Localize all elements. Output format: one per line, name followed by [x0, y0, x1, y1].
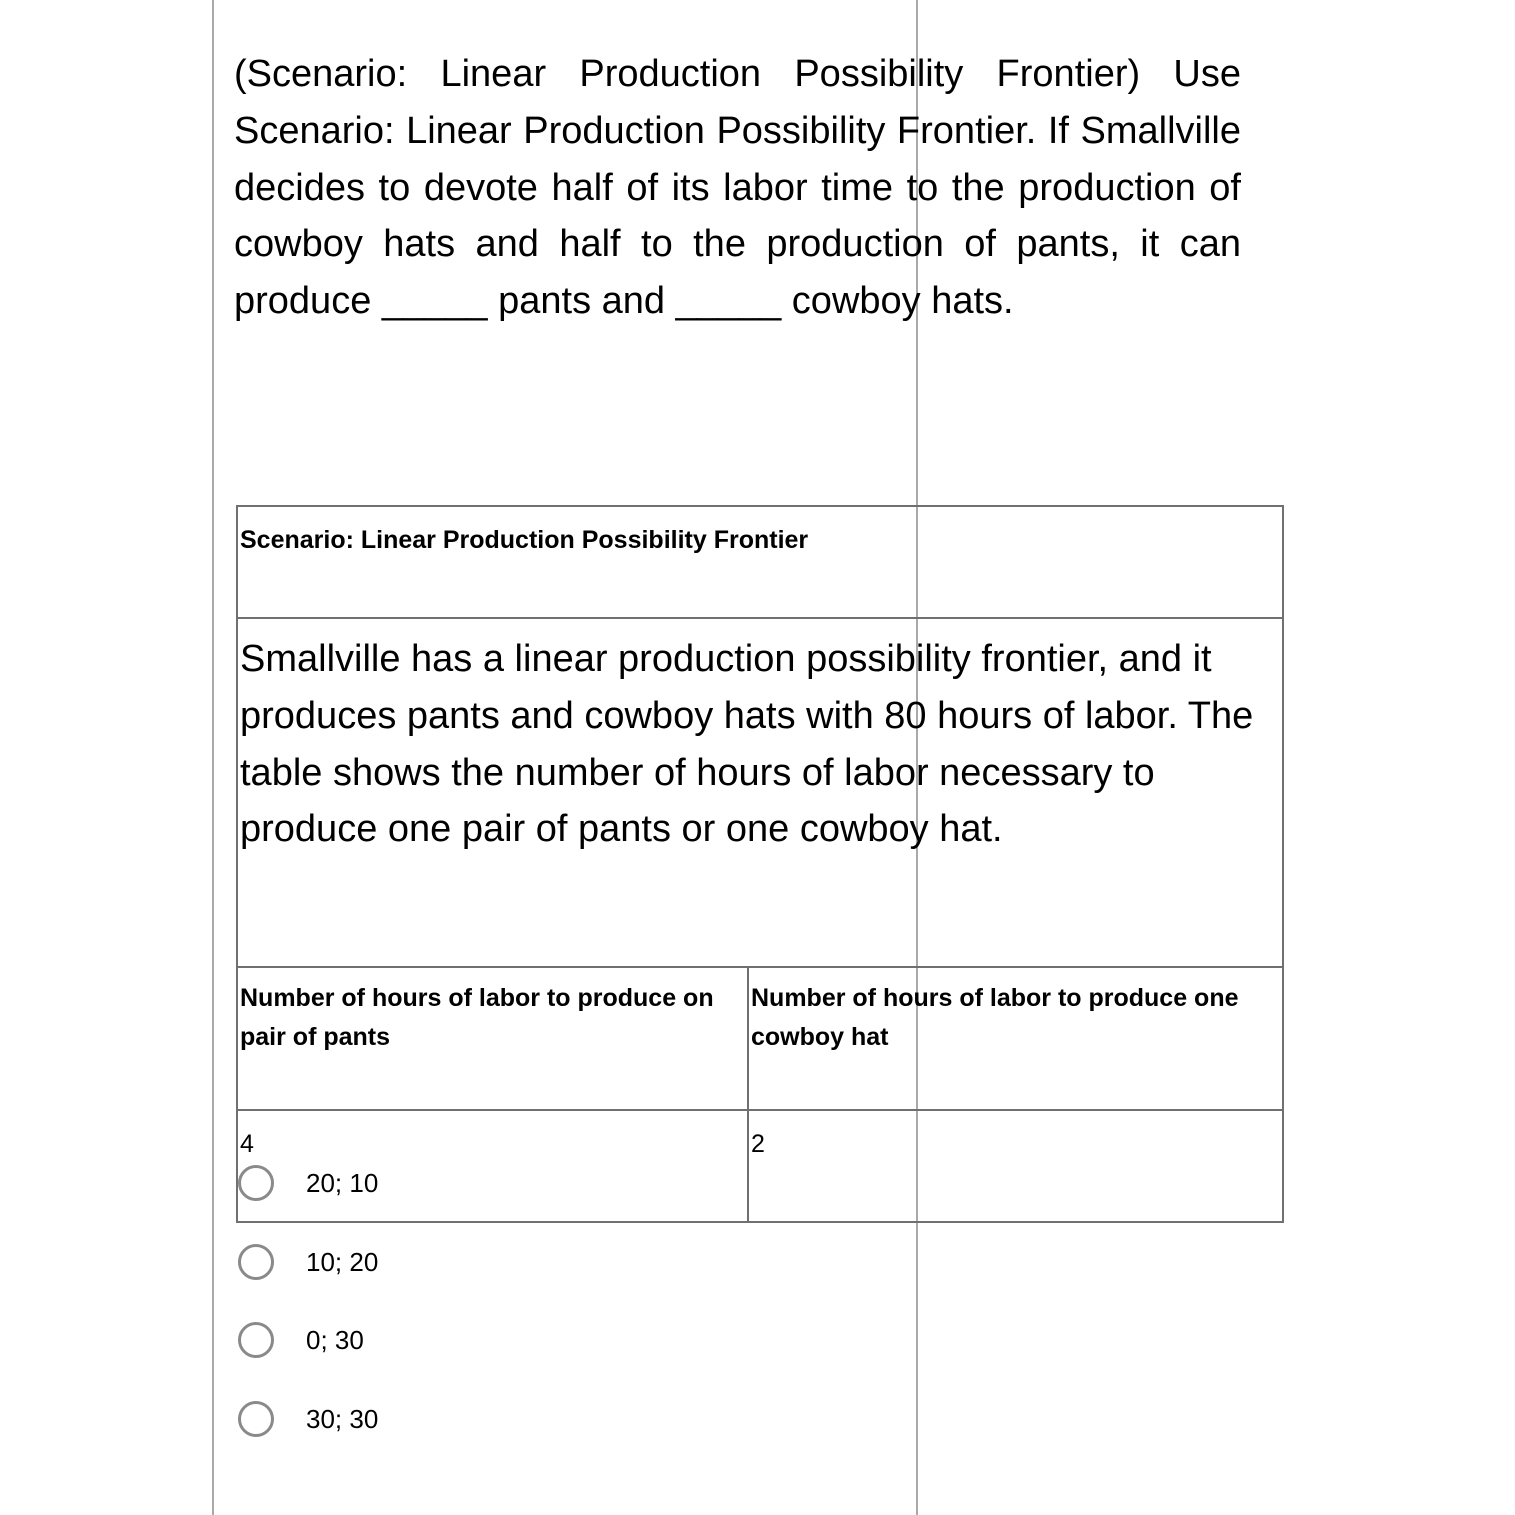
answer-option-label: 20; 10 — [306, 1167, 379, 1198]
answer-option-label: 0; 30 — [306, 1324, 364, 1355]
scenario-title: Scenario: Linear Production Possibility Frontier — [237, 506, 1283, 618]
answer-option[interactable] — [238, 1162, 638, 1204]
hat-hours-value: 2 — [748, 1110, 1283, 1222]
answer-option-label: 10; 20 — [306, 1246, 379, 1277]
answer-option[interactable] — [238, 1398, 638, 1440]
question-text: (Scenario: Linear Production Possibility Frontier) Use Scenario: Linear Production Possibility Frontier. If Smallville decides to devote half of its labor time to the production of cowboy hats and half to the production of pants, it can produce _____ pants and _____ cowboy hats. — [234, 53, 1241, 323]
radio-button[interactable] — [238, 1165, 274, 1201]
hat-hours-header: Number of hours of labor to produce one cowboy hat — [748, 967, 1283, 1110]
radio-button[interactable] — [238, 1244, 274, 1280]
answer-option-label: 30; 30 — [306, 1403, 379, 1434]
radio-button[interactable] — [238, 1401, 274, 1437]
scenario-table — [236, 505, 1284, 1223]
pants-hours-header: Number of hours of labor to produce on pair of pants — [237, 967, 748, 1110]
page-border-left — [212, 0, 214, 1515]
radio-button[interactable] — [238, 1322, 274, 1358]
answer-option[interactable] — [238, 1319, 638, 1361]
answer-option[interactable] — [238, 1241, 638, 1283]
pants-hours-value: 4 — [237, 1110, 748, 1222]
scenario-description: Smallville has a linear production possibility frontier, and it produces pants and cowboy hats with 80 hours of labor. The table shows the number of hours of labor necessary to produce one pair of pants or one cowboy hat. — [237, 618, 1283, 967]
